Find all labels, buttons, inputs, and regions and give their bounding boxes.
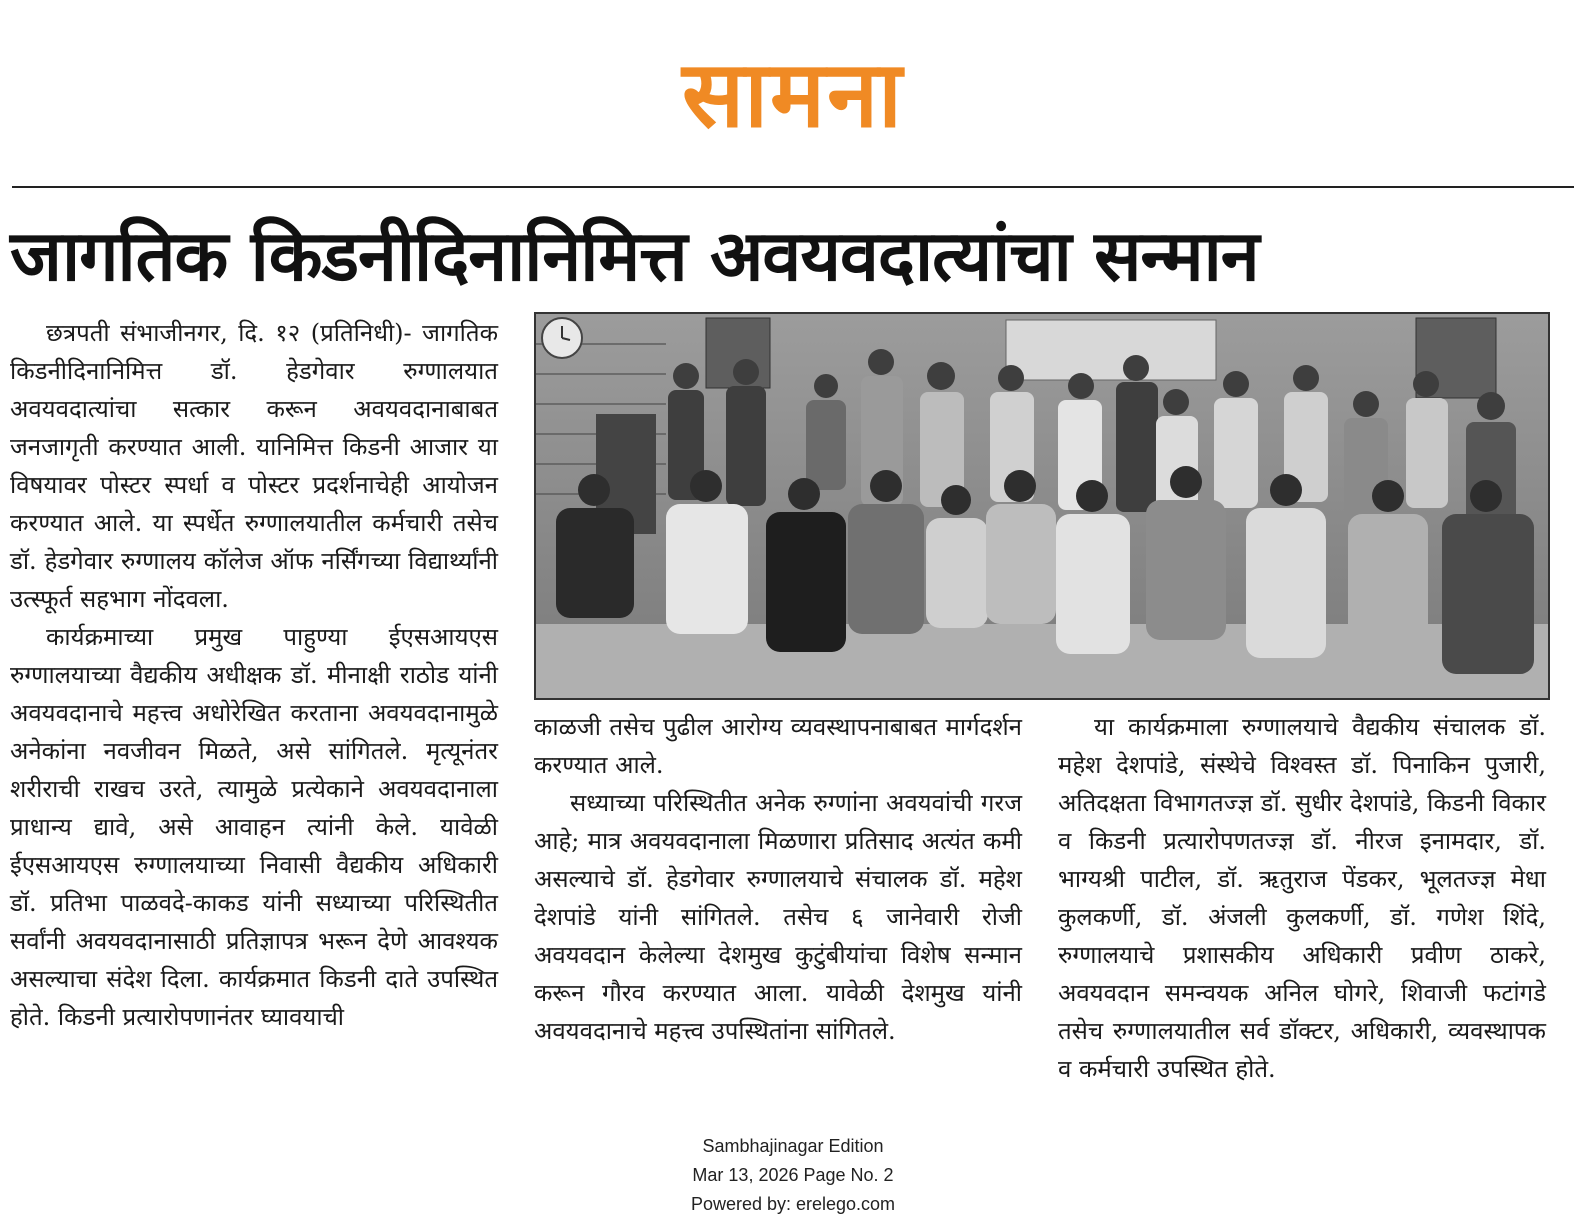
powered-by-label: Powered by: erelego.com <box>690 1194 896 1214</box>
article-headline: जागतिक किडनीदिनानिमित्त अवयवदात्यांचा सन्मान <box>10 215 1259 297</box>
article-paragraph: काळजी तसेच पुढील आरोग्य व्यवस्थापनाबाबत मार्गदर्शन करण्यात आले. <box>534 713 1022 779</box>
article-paragraph: छत्रपती संभाजीनगर, दि. १२ (प्रतिनिधी)- जागतिक किडनीदिनानिमित्त डॉ. हेडगेवार रुग्णालयात अवयवदात्यांचा सत्कार करून अवयवदानाबाबत जनजागृती करण्यात आली. यानिमित्त किडनी आजार या विषयावर पोस्टर स्पर्धा व पोस्टर प्रदर्शनाचेही आयोजन करण्यात आले. या स्पर्धेत रुग्णालयातील कर्मचारी तसेच डॉ. हेडगेवार रुग्णालय कॉलेज ऑफ नर्सिंगच्या विद्यार्थ्यांनी उत्स्फूर्त सहभाग नोंदवला. <box>10 319 498 613</box>
article-paragraph: सध्याच्या परिस्थितीत अनेक रुग्णांना अवयवांची गरज आहे; मात्र अवयवदानाला मिळणारा प्रतिसाद अत्यंत कमी असल्याचे डॉ. हेडगेवार रुग्णालयाचे संचालक डॉ. महेश देशपांडे यांनी सांगितले. तसेच ६ जानेवारी रोजी अवयवदान केलेल्या देशमुख कुटुंबीयांचा विशेष सन्मान करून गौरव करण्यात आला. यावेळी देशमुख यांनी अवयवदानाचे महत्त्व उपस्थितांना सांगितले. <box>534 789 1022 1045</box>
edition-label: Sambhajinagar Edition <box>702 1136 884 1156</box>
masthead <box>0 40 1586 150</box>
group-photo-image <box>536 314 1548 698</box>
date-page-label: Mar 13, 2026 Page No. 2 <box>692 1165 894 1185</box>
article-column-2 <box>534 708 1022 1050</box>
page-footer <box>0 1132 1586 1219</box>
article-column-3 <box>1058 708 1546 1088</box>
article-column-1 <box>10 314 498 1036</box>
article-paragraph: कार्यक्रमाच्या प्रमुख पाहुण्या ईएसआयएस रुग्णालयाच्या वैद्यकीय अधीक्षक डॉ. मीनाक्षी राठोड यांनी अवयवदानाचे महत्त्व अधोरेखित करताना अवयवदानामुळे अनेकांना नवजीवन मिळते, असे सांगितले. मृत्यूनंतर शरीराची राखच उरते, त्यामुळे प्रत्येकाने अवयवदानाला प्राधान्य द्यावे, असे आवाहन त्यांनी केले. यावेळी ईएसआयएस रुग्णालयाच्या निवासी वैद्यकीय अधिकारी डॉ. प्रतिभा पाळवदे-काकड यांनी सध्याच्या परिस्थितीत सर्वांनी अवयवदानासाठी प्रतिज्ञापत्र भरून देणे आवश्यक असल्याचा संदेश दिला. कार्यक्रमात किडनी दाते उपस्थित होते. किडनी प्रत्यारोपणानंतर घ्यावयाची <box>10 623 498 1031</box>
newspaper-logo: सामना <box>682 41 904 148</box>
article-paragraph: या कार्यक्रमाला रुग्णालयाचे वैद्यकीय संचालक डॉ. महेश देशपांडे, संस्थेचे विश्वस्त डॉ. पिनाकिन पुजारी, अतिदक्षता विभागतज्ज्ञ डॉ. सुधीर देशपांडे, किडनी विकार व किडनी प्रत्यारोपणतज्ज्ञ डॉ. नीरज इनामदार, डॉ. भाग्यश्री पाटील, डॉ. ऋतुराज पेंडकर, भूलतज्ज्ञ मेधा कुलकर्णी, डॉ. अंजली कुलकर्णी, डॉ. गणेश शिंदे, रुग्णालयाचे प्रशासकीय अधिकारी प्रवीण ठाकरे, अवयवदान समन्वयक अनिल घोगरे, शिवाजी फटांगडे तसेच रुग्णालयातील सर्व डॉक्टर, अधिकारी, व्यवस्थापक व कर्मचारी उपस्थित होते. <box>1058 713 1546 1083</box>
group-photo <box>534 312 1550 700</box>
header-divider <box>12 186 1574 188</box>
